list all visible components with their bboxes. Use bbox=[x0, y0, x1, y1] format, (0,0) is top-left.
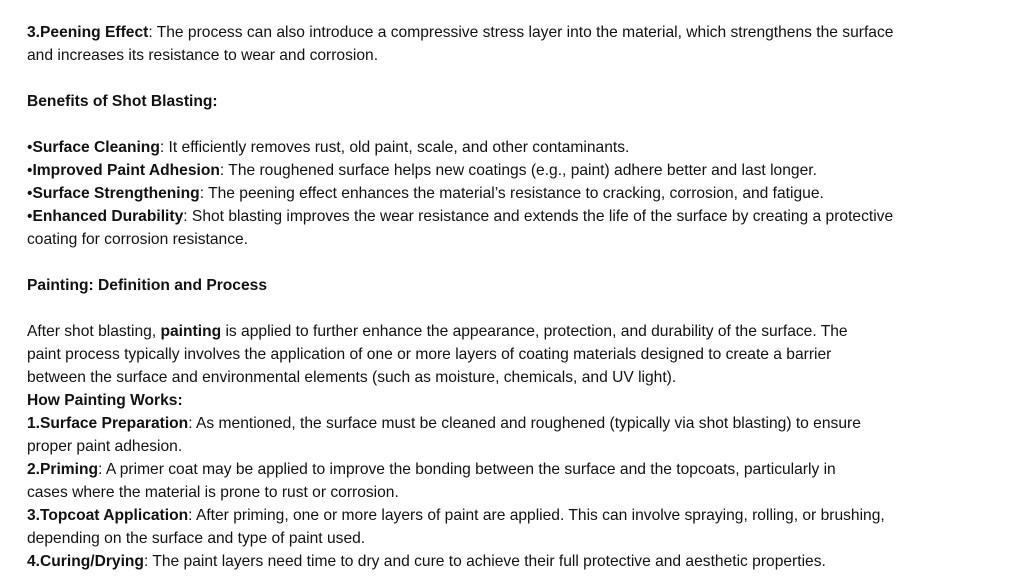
intro-rest: is applied to further enhance the appearance, protection, and durability of the surface. The bbox=[221, 323, 848, 340]
benefit-label: Surface Cleaning bbox=[32, 139, 160, 156]
painting-intro-line-3: between the surface and environmental elements (such as moisture, chemicals, and UV light). bbox=[27, 369, 677, 386]
painting-heading: Painting: Definition and Process bbox=[27, 277, 267, 294]
benefit-label: Enhanced Durability bbox=[32, 208, 184, 225]
list-item bbox=[27, 412, 1002, 435]
spacer bbox=[27, 113, 1002, 136]
benefit-label: Improved Paint Adhesion bbox=[32, 162, 220, 179]
painting-intro-paragraph bbox=[27, 320, 1002, 389]
how-painting-works-heading: How Painting Works: bbox=[27, 392, 183, 409]
bullet-icon: • bbox=[27, 162, 33, 179]
step-text: : The paint layers need time to dry and cure to achieve their full protective and aesthetic properties. bbox=[143, 553, 826, 570]
peening-line-1 bbox=[27, 21, 1002, 44]
list-item bbox=[27, 504, 1002, 527]
benefit-text: : It efficiently removes rust, old paint, scale, and other contaminants. bbox=[159, 139, 630, 156]
benefits-heading: Benefits of Shot Blasting: bbox=[27, 93, 218, 110]
step-label: 2.Priming bbox=[27, 461, 99, 478]
painting-intro-line-2: paint process typically involves the application of one or more layers of coating materials designed to create a barrier bbox=[27, 346, 832, 363]
bullet-icon: • bbox=[27, 208, 33, 225]
list-item bbox=[27, 458, 1002, 481]
bullet-icon: • bbox=[27, 139, 33, 156]
list-item bbox=[27, 550, 1002, 573]
list-item bbox=[27, 136, 1002, 159]
spacer bbox=[27, 297, 1002, 320]
list-item bbox=[27, 205, 1002, 228]
document-page bbox=[27, 21, 1002, 573]
step-label: 3.Topcoat Application bbox=[27, 507, 189, 524]
step-label: 1.Surface Preparation bbox=[27, 415, 189, 432]
list-item-continuation: cases where the material is prone to rust or corrosion. bbox=[27, 484, 399, 501]
intro-bold-term: painting bbox=[160, 323, 222, 340]
bullet-icon: • bbox=[27, 185, 33, 202]
benefit-text: : Shot blasting improves the wear resistance and extends the life of the surface by creating a protective bbox=[183, 208, 894, 225]
list-item-continuation: depending on the surface and type of paint used. bbox=[27, 530, 366, 547]
list-item bbox=[27, 182, 1002, 205]
list-item bbox=[27, 159, 1002, 182]
peening-text: : The process can also introduce a compressive stress layer into the material, which strengthens the surface bbox=[148, 24, 894, 41]
step-text: : As mentioned, the surface must be cleaned and roughened (typically via shot blasting) to ensure bbox=[188, 415, 861, 432]
step-text: : A primer coat may be applied to improve the bonding between the surface and the topcoats, particularly in bbox=[98, 461, 836, 478]
spacer bbox=[27, 251, 1002, 274]
peening-label: 3.Peening Effect bbox=[27, 24, 149, 41]
peening-line-2: and increases its resistance to wear and corrosion. bbox=[27, 47, 379, 64]
list-item-continuation: coating for corrosion resistance. bbox=[27, 231, 249, 248]
painting-intro-line-1 bbox=[27, 320, 1002, 343]
benefits-list bbox=[27, 136, 1002, 251]
painting-steps-list bbox=[27, 412, 1002, 573]
benefit-text: : The peening effect enhances the material’s resistance to cracking, corrosion, and fatigue. bbox=[199, 185, 824, 202]
benefit-label: Surface Strengthening bbox=[32, 185, 200, 202]
spacer bbox=[27, 67, 1002, 90]
list-item-continuation: proper paint adhesion. bbox=[27, 438, 183, 455]
step-label: 4.Curing/Drying bbox=[27, 553, 144, 570]
step-text: : After priming, one or more layers of paint are applied. This can involve spraying, rolling, or brushing, bbox=[188, 507, 885, 524]
benefit-text: : The roughened surface helps new coatings (e.g., paint) adhere better and last longer. bbox=[219, 162, 817, 179]
peening-effect-paragraph bbox=[27, 21, 1002, 67]
intro-prefix: After shot blasting, bbox=[27, 323, 161, 340]
